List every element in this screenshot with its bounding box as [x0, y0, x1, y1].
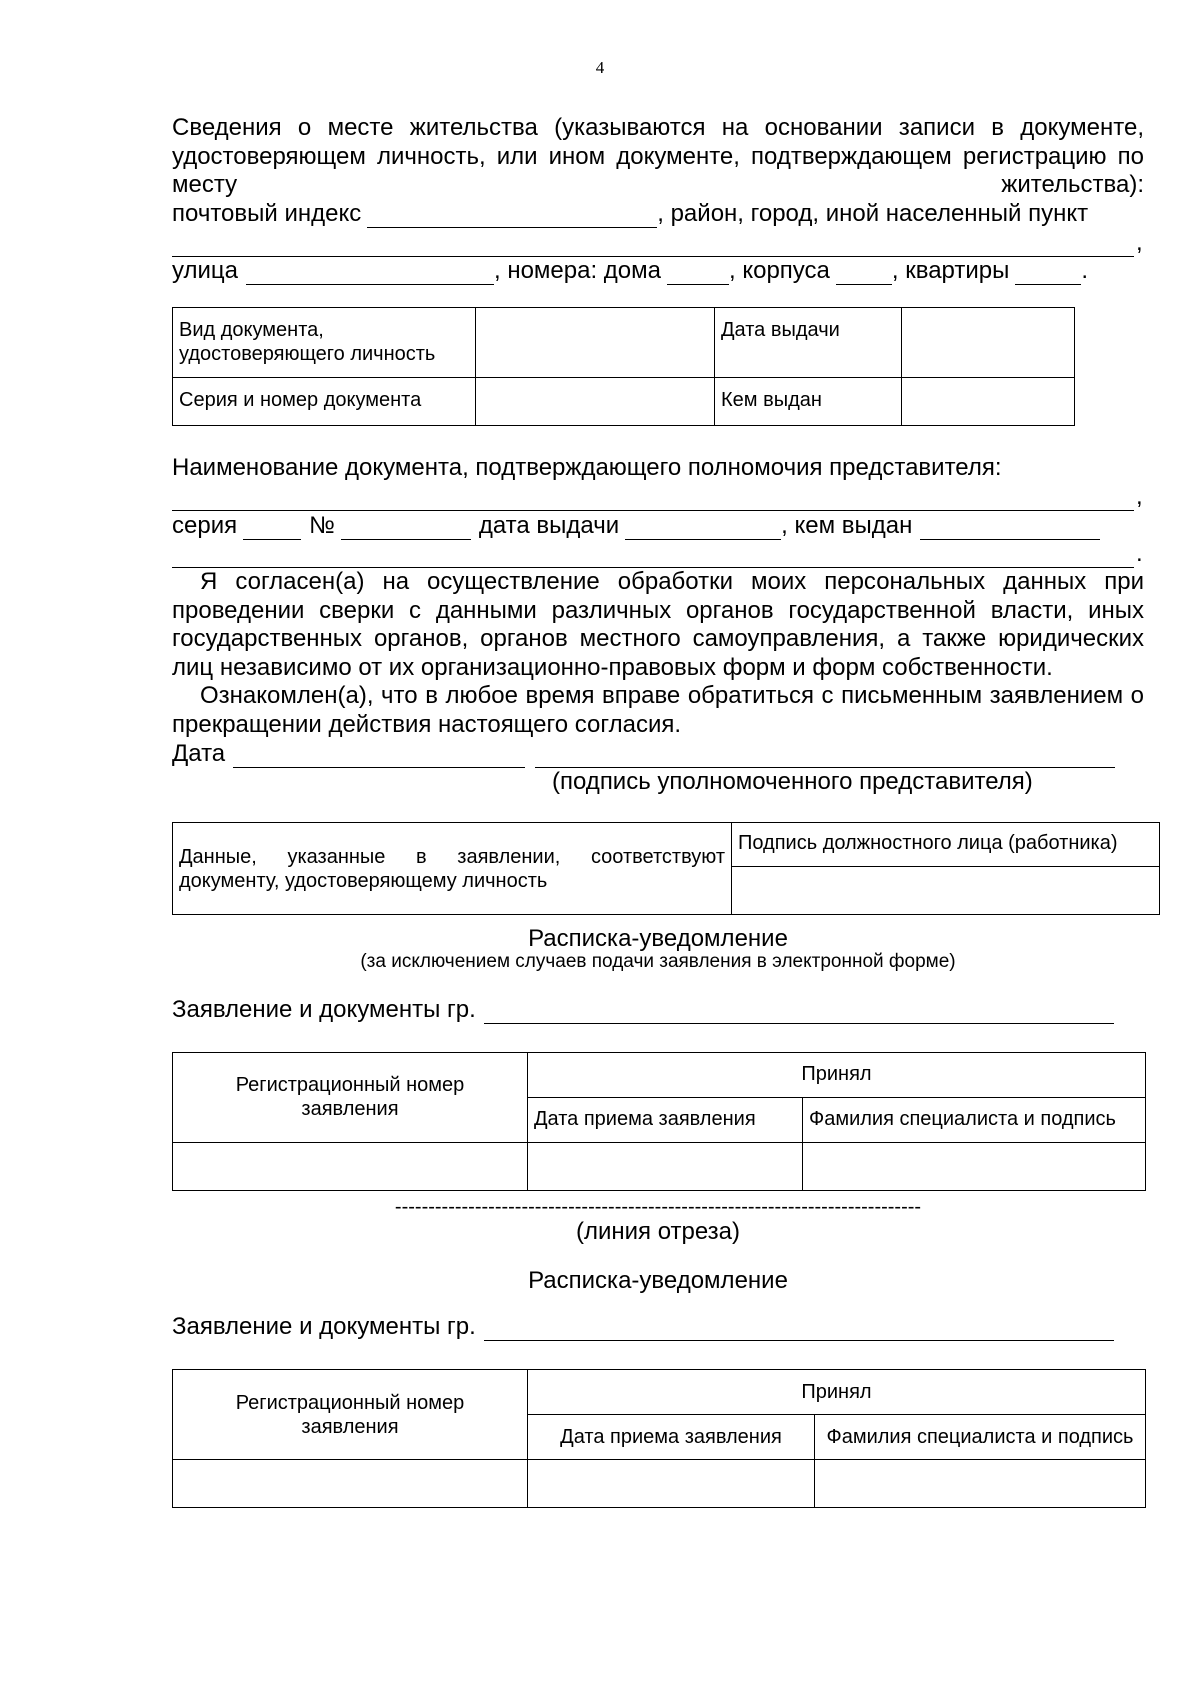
- house-label: , номера: дома: [493, 257, 661, 284]
- building-field[interactable]: [836, 262, 892, 285]
- rep-date-field[interactable]: [625, 517, 781, 540]
- building-label: , корпуса: [729, 257, 830, 284]
- cut-line-dashes: -------------------------------------------------------------------------------: [394, 1196, 922, 1217]
- rep-issued-line: [172, 540, 1144, 569]
- receipt1-reg-number-field[interactable]: [173, 1142, 528, 1190]
- id-series-number-label: Серия и номер документа: [173, 378, 476, 426]
- receipt1-docs-label: Заявление и документы гр.: [172, 995, 476, 1023]
- receipt2-date-label: Дата приема заявления: [528, 1415, 815, 1460]
- consent-paragraph-1: Я согласен(а) на осуществление обработки моих персональных данных при проведении сверки с данными различных органов государственной власти, иных государственных органов, органов местного самоуправления, а также юридических лиц независимо от их организационно-правовых форм и форм собственности.: [172, 568, 1144, 681]
- receipt2-applicant-field[interactable]: [484, 1318, 1114, 1341]
- receipt2-title: Расписка-уведомление: [528, 1266, 788, 1294]
- receipt2-table: [172, 1369, 1146, 1508]
- receipt2-accepted-label: Принял: [528, 1370, 1146, 1415]
- representative-signature-field[interactable]: [535, 745, 1115, 768]
- receipt1-title: Расписка-уведомление: [528, 925, 788, 952]
- official-signature-label: Подпись должностного лица (работника): [732, 823, 1160, 867]
- consent-paragraph-2: Ознакомлен(а), что в любое время вправе обратиться с письменным заявлением о прекращении действия настоящего согласия.: [172, 682, 1144, 738]
- receipt1-applicant-field[interactable]: [484, 1001, 1114, 1024]
- consent-date-field[interactable]: [233, 745, 525, 768]
- official-signature-field[interactable]: [732, 867, 1160, 915]
- street-field[interactable]: [246, 262, 494, 285]
- rep-details-row: [172, 511, 1144, 540]
- receipt2-specialist-field[interactable]: [815, 1460, 1146, 1508]
- address-period: .: [1081, 257, 1089, 284]
- receipt1-specialist-label: Фамилия специалиста и подпись: [803, 1097, 1146, 1142]
- street-label: улица: [172, 257, 238, 284]
- receipt2-reg-number-label: Регистрационный номер заявления: [173, 1370, 528, 1460]
- receipt2-reg-number-field[interactable]: [173, 1460, 528, 1508]
- receipt1-specialist-field[interactable]: [803, 1142, 1146, 1190]
- id-doc-type-value[interactable]: [476, 308, 715, 378]
- rep-issued-by-label: , кем выдан: [781, 511, 913, 539]
- id-issue-date-label: Дата выдачи: [715, 308, 902, 378]
- id-document-table: [172, 307, 1075, 426]
- rep-number-field[interactable]: [341, 517, 471, 540]
- receipt1-date-label: Дата приема заявления: [528, 1097, 803, 1142]
- rep-doc-label: Наименование документа, подтверждающего полномочия представителя:: [172, 454, 1002, 481]
- postal-index-field[interactable]: [367, 205, 657, 228]
- receipt1-table: [172, 1052, 1146, 1191]
- rep-series-field[interactable]: [243, 517, 301, 540]
- receipt1-subtitle: (за исключением случаев подачи заявления в электронной форме): [360, 951, 956, 972]
- postal-label: почтовый индекс: [172, 200, 362, 227]
- id-series-number-value[interactable]: [476, 378, 715, 426]
- locality-label: , район, город, иной населенный пункт: [657, 200, 1089, 227]
- receipt1-accepted-label: Принял: [528, 1052, 1146, 1097]
- signature-caption: (подпись уполномоченного представителя): [552, 768, 1033, 795]
- postal-row: [172, 200, 1144, 229]
- verification-statement: Данные, указанные в заявлении, соответствуют документу, удостоверяющему личность: [173, 823, 732, 915]
- receipt2-docs-label: Заявление и документы гр.: [172, 1313, 476, 1340]
- receipt2-date-field[interactable]: [528, 1460, 815, 1508]
- receipt1-reg-number-label: Регистрационный номер заявления: [173, 1052, 528, 1142]
- rep-issued-period: .: [1136, 540, 1143, 567]
- consent-date-label: Дата: [172, 739, 226, 767]
- residence-intro: Сведения о месте жительства (указываются на основании записи в документе, удостоверяющем личность, или ином документе, подтверждающем регистрацию по месту жительства):: [172, 114, 1144, 198]
- rep-date-label: дата выдачи: [478, 511, 620, 539]
- consent-date-row: [172, 739, 1144, 768]
- apartment-field[interactable]: [1015, 262, 1081, 285]
- id-issued-by-label: Кем выдан: [715, 378, 902, 426]
- cut-line-label: (линия отреза): [575, 1217, 741, 1245]
- signature-caption-row: [172, 768, 1144, 797]
- id-issue-date-value[interactable]: [902, 308, 1075, 378]
- receipt2-specialist-label: Фамилия специалиста и подпись: [815, 1415, 1146, 1460]
- locality-comma: ,: [1136, 228, 1143, 256]
- receipt2-docs-row: [172, 1313, 1144, 1342]
- rep-number-label: №: [309, 511, 335, 539]
- page-number: 4: [595, 58, 605, 77]
- rep-series-label: серия: [172, 511, 238, 539]
- rep-issued-by-continued-field[interactable]: [172, 545, 1134, 568]
- receipt1-docs-row: [172, 995, 1144, 1024]
- house-field[interactable]: [667, 262, 729, 285]
- rep-doc-comma: ,: [1136, 483, 1143, 510]
- receipt1-date-field[interactable]: [528, 1142, 803, 1190]
- form-content: [172, 114, 1144, 1508]
- rep-doc-name-field[interactable]: [172, 488, 1134, 511]
- address-row: [172, 257, 1144, 286]
- locality-field[interactable]: [172, 234, 1134, 257]
- apartment-label: , квартиры: [891, 257, 1010, 284]
- rep-issued-by-field[interactable]: [920, 517, 1100, 540]
- id-doc-type-label: Вид документа, удостоверяющего личность: [173, 308, 476, 378]
- verification-table: [172, 822, 1160, 915]
- rep-doc-line: [172, 483, 1144, 512]
- locality-line: [172, 228, 1144, 257]
- id-issued-by-value[interactable]: [902, 378, 1075, 426]
